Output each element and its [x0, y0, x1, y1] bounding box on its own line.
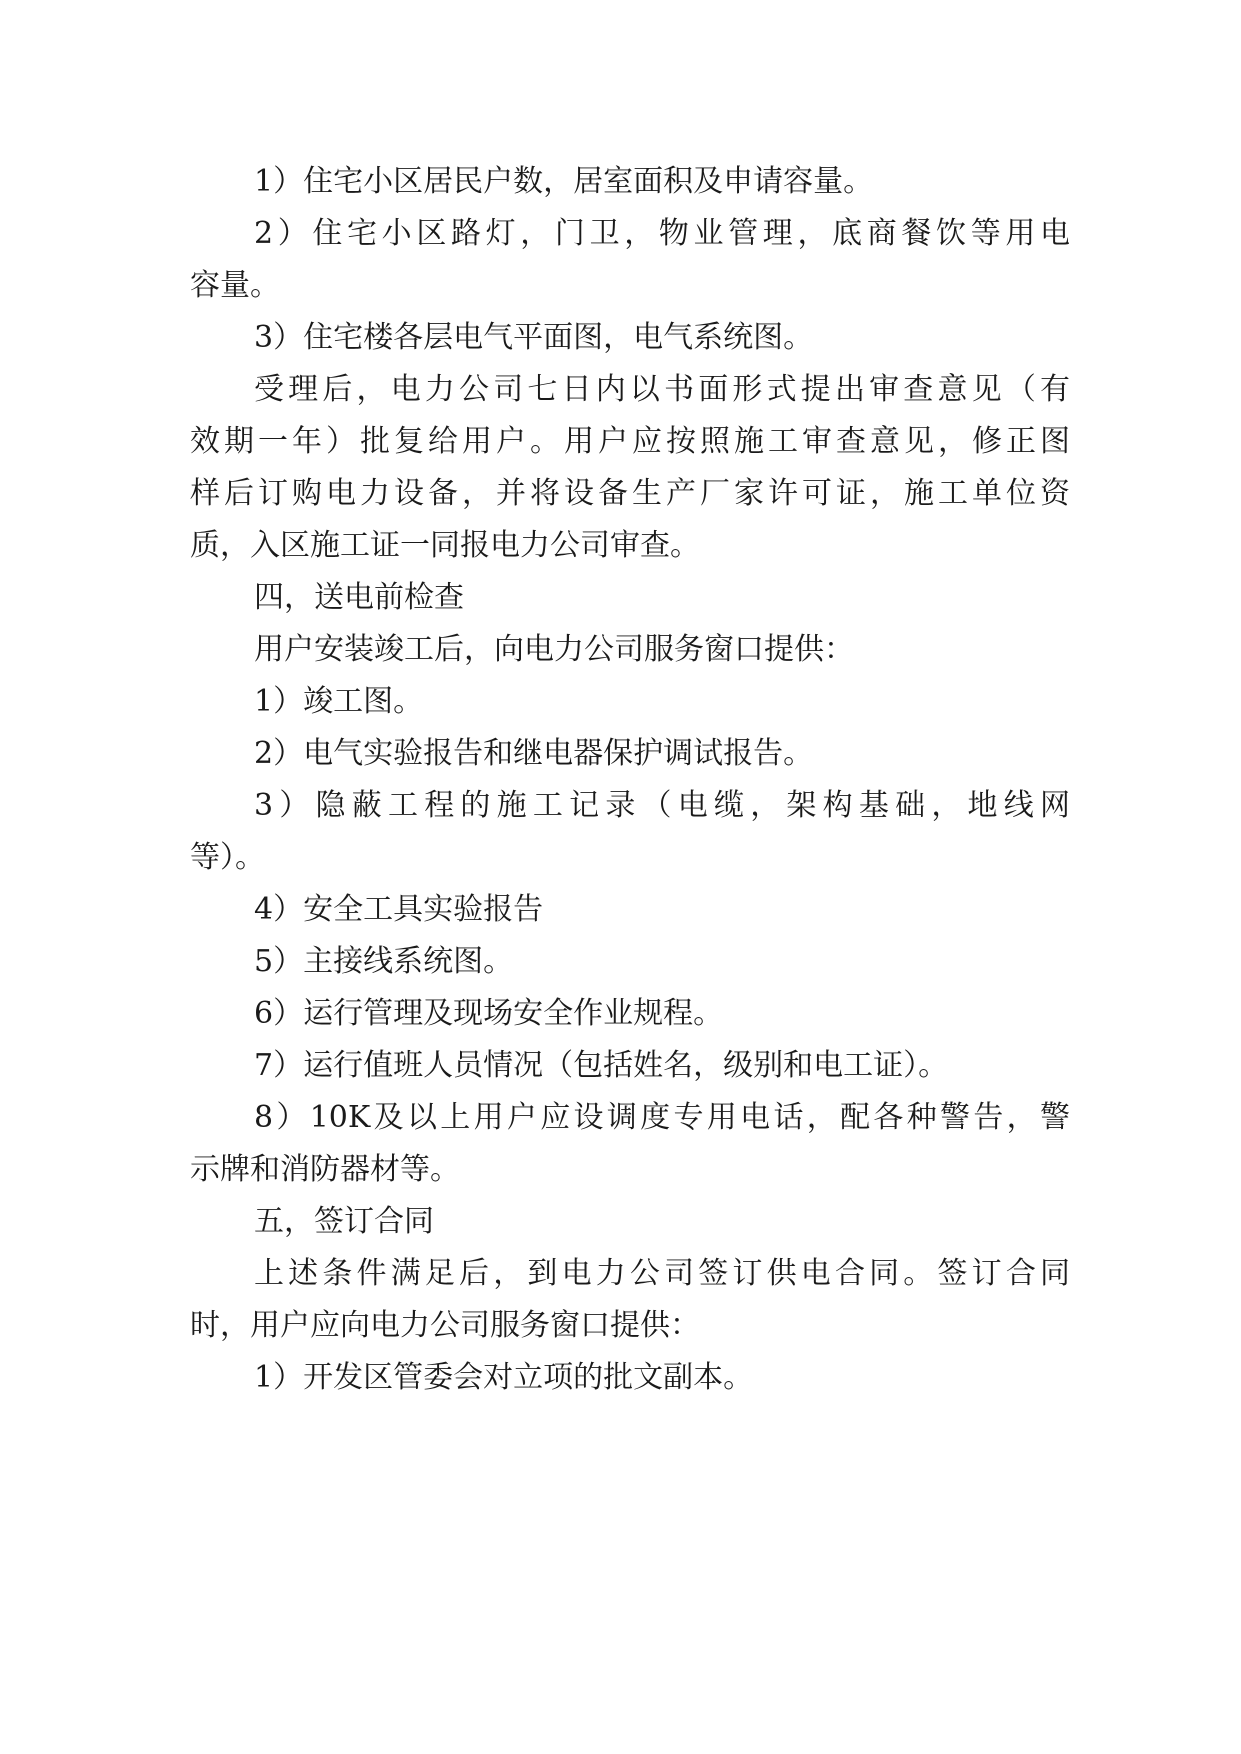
text-line: 2）电气实验报告和继电器保护调试报告。: [254, 736, 814, 771]
section-heading: 五，签订合同: [254, 1204, 434, 1239]
text-line: 容量。: [190, 268, 280, 303]
text-line: 3）隐蔽工程的施工记录（电缆，架构基础，地线网: [254, 788, 1070, 823]
text-line: 等）。: [190, 840, 265, 875]
text-line: 用户安装竣工后，向电力公司服务窗口提供：: [254, 632, 854, 667]
text-line: 效期一年）批复给用户。用户应按照施工审查意见，修正图: [190, 424, 1070, 459]
text-line: 4）安全工具实验报告: [254, 892, 544, 927]
text-line: 上述条件满足后，到电力公司签订供电合同。签订合同: [254, 1256, 1070, 1291]
text-line: 6）运行管理及现场安全作业规程。: [254, 996, 724, 1031]
text-line: 8）10K及以上用户应设调度专用电话，配各种警告，警: [254, 1100, 1070, 1135]
text-line: 受理后，电力公司七日内以书面形式提出审查意见（有: [254, 372, 1070, 407]
text-line: 3）住宅楼各层电气平面图，电气系统图。: [254, 320, 814, 355]
text-line: 1）开发区管委会对立项的批文副本。: [254, 1360, 754, 1395]
text-line: 时，用户应向电力公司服务窗口提供：: [190, 1308, 700, 1343]
text-line: 示牌和消防器材等。: [190, 1152, 460, 1187]
text-line: 1）竣工图。: [254, 684, 424, 719]
text-line: 2）住宅小区路灯，门卫，物业管理，底商餐饮等用电: [254, 216, 1070, 251]
text-line: 样后订购电力设备，并将设备生产厂家许可证，施工单位资: [190, 476, 1070, 511]
text-line: 质，入区施工证一同报电力公司审查。: [190, 528, 700, 563]
text-line: 7）运行值班人员情况（包括姓名，级别和电工证）。: [254, 1048, 949, 1083]
section-heading: 四，送电前检查: [254, 580, 464, 615]
text-line: 1）住宅小区居民户数，居室面积及申请容量。: [254, 164, 874, 199]
text-line: 5）主接线系统图。: [254, 944, 514, 979]
